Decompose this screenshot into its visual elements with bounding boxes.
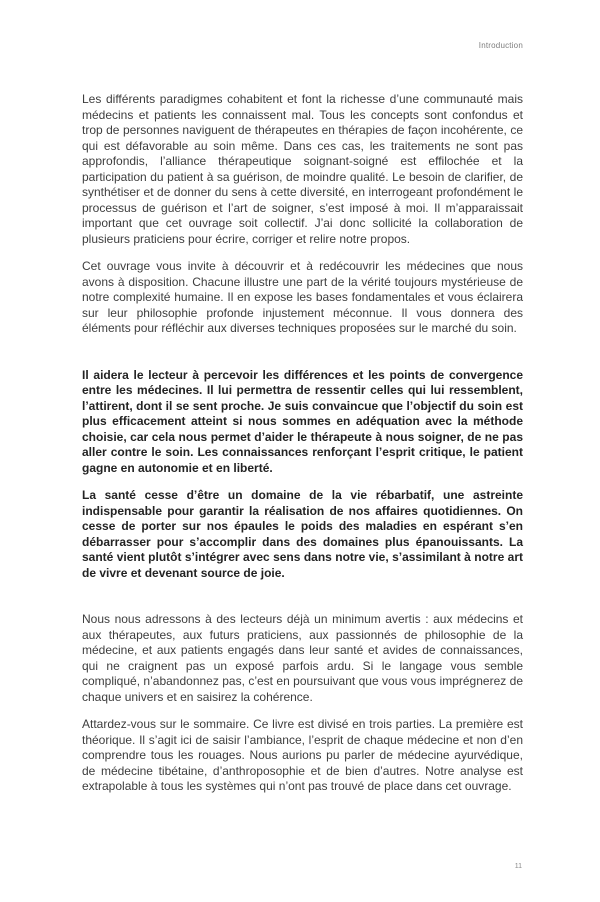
paragraph-intro-paradigms: Les différents paradigmes cohabitent et font la richesse d’une communauté mais médecins et patients les connaissent mal. Tous les concepts sont confondus et trop de personnes naviguent de thérapeutes en thérapies de façon incohérente, ce qui est défavorable au soin même. Dans ces cas, les traitements ne sont pas approfondis, l’alliance thérapeutique soignant-soigné est effilochée et la participation du patient à sa guérison, de moindre qualité. Le besoin de clarifier, de synthétiser et de donner du sens à cette diversité, en interrogeant profondément le processus de guérison et l’art de soigner, s’est imposé à moi. Il m’apparaissait important que cet ouvrage soit collectif. J’ai donc sollicité la collaboration de plusieurs praticiens pour écrire, corriger et relire notre propos.: [82, 92, 523, 246]
paragraph-bold-reader-benefits: Il aidera le lecteur à percevoir les différences et les points de convergence entre les médecines. Il lui permettra de ressentir celles qui lui ressemblent, l’attirent, dont il se sent proche. Je suis convaincue que l’objectif du soin est plus efficacement atteint si nous sommes en adéquation avec la méthode choisie, car cela nous permet d’aider le thérapeute à nous soigner, de ne pas aller contre le soin. Les connaissances renforçant l’esprit critique, le patient gagne en autonomie et en liberté.: [82, 367, 523, 475]
paragraph-book-structure: Attardez-vous sur le sommaire. Ce livre est divisé en trois parties. La première est théorique. Il s’agit ici de saisir l’ambiance, l’esprit de chaque médecine et non d’en comprendre tous les rouages. Nous aurions pu parler de médecine ayurvédique, de médecine tibétaine, d’anthroposophie et de bien d’autres. Notre analyse est extrapolable à tous les systèmes qui n’ont pas trouvé de place dans cet ouvrage.: [82, 717, 523, 793]
page-body: [82, 92, 523, 807]
paragraph-bold-health-joy: La santé cesse d’être un domaine de la vie rébarbatif, une astreinte indispensable pour garantir la réalisation de nos affaires quotidiennes. On cesse de porter sur nos épaules le poids des maladies en espérant s’en débarrasser pour s’accomplir dans des domaines plus épanouissants. La santé vient plutôt s’intégrer avec sens dans notre vie, s’assimilant à notre art de vivre et devenant source de joie.: [82, 488, 523, 580]
page-number: 11: [514, 863, 522, 870]
paragraph-target-readers: Nous nous adressons à des lecteurs déjà un minimum avertis : aux médecins et aux thérapeutes, aux futurs praticiens, aux passionnés de philosophie de la médecine, et aux patients engagés dans leur santé et avides de connaissances, qui ne craignent pas un exposé parfois ardu. Si le langage vous semble compliqué, n’abandonnez pas, c’est en poursuivant que vous vous imprégnerez de chaque univers et en saisirez la cohérence.: [82, 612, 523, 704]
paragraph-book-invitation: Cet ouvrage vous invite à découvrir et à redécouvrir les médecines que nous avons à disposition. Chacune illustre une part de la vérité toujours mystérieuse de notre complexité humaine. Il en expose les bases fondamentales et vous éclairera sur leur philosophie profonde injustement méconnue. Il vous donnera des éléments pour réfléchir aux diverses techniques proposées sur le marché du soin.: [82, 259, 523, 335]
running-header: Introduction: [478, 41, 523, 50]
